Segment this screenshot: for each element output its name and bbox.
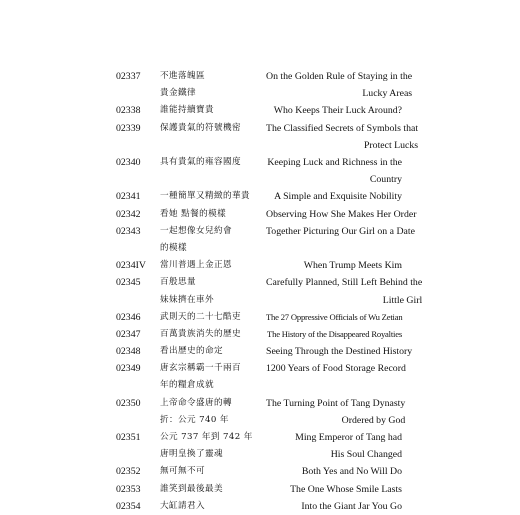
chinese-title xyxy=(160,188,266,205)
entry-number: 02354 xyxy=(116,500,141,512)
chinese-title xyxy=(160,206,266,223)
english-title xyxy=(266,498,402,515)
entry-number: 02346 xyxy=(116,311,141,323)
english-title-line: When Trump Meets Kim xyxy=(303,260,402,272)
chinese-title-line: 看她 點餐的模樣 xyxy=(160,208,227,219)
english-title xyxy=(266,309,402,326)
entry-row xyxy=(116,257,402,274)
english-title-line: Observing How She Makes Her Order xyxy=(266,208,417,220)
chinese-title-line: 一起想像女兒約會 xyxy=(160,225,232,236)
english-title-line: Country xyxy=(369,174,402,186)
chinese-title-line: 唐玄宗稱霸一千兩百 xyxy=(160,363,241,374)
entry-row xyxy=(116,309,402,326)
english-title-line: The 27 Oppressive Officials of Wu Zetian xyxy=(266,311,403,322)
entry-number: 02339 xyxy=(116,122,141,134)
english-title-line: The Classified Secrets of Symbols that xyxy=(266,122,419,134)
entry-row xyxy=(116,481,402,498)
english-title-line: Seeing Through the Destined History xyxy=(266,346,413,358)
english-title xyxy=(266,102,402,119)
chinese-title-line: 誰笑到最後最美 xyxy=(160,483,223,494)
chinese-title-line: 一種簡單又精緻的華貴 xyxy=(160,191,250,202)
entry-row xyxy=(116,343,413,360)
english-title-line: On the Golden Rule of Staying in the xyxy=(266,71,413,82)
chinese-title-line: 當川普遇上金正恩 xyxy=(160,260,232,271)
chinese-title-line: 具有貴氣的雍容國度 xyxy=(160,156,241,167)
english-title-line: Both Yes and No Will Do xyxy=(301,466,402,478)
entry-row xyxy=(116,463,402,480)
chinese-title-line: 貴金鐵律 xyxy=(160,88,196,99)
chinese-title xyxy=(160,463,266,480)
entry-row xyxy=(116,498,402,515)
entry-number: 02338 xyxy=(116,105,141,117)
entry-row xyxy=(116,223,415,257)
chinese-title xyxy=(160,274,266,308)
entry-number: 02340 xyxy=(116,156,141,168)
english-title-line: Keeping Luck and Richness in the xyxy=(267,156,402,168)
entry-number: 02349 xyxy=(116,363,141,375)
chinese-title xyxy=(160,68,266,102)
chinese-title-line xyxy=(160,171,266,188)
entry-number: 0234IV xyxy=(116,260,146,272)
english-title-line: Into the Giant Jar You Go xyxy=(301,500,402,512)
chinese-title xyxy=(160,429,266,463)
chinese-title-line: 唐明皇換了靈魂 xyxy=(160,449,223,460)
entry-row xyxy=(116,206,417,223)
english-title-line: His Soul Changed xyxy=(330,449,402,461)
english-title-line: The History of the Disappeared Royalties xyxy=(267,328,402,339)
english-title-line: Protect Lucks xyxy=(363,139,419,151)
english-title xyxy=(266,154,402,188)
entry-list xyxy=(116,68,423,515)
english-title-line xyxy=(266,240,415,257)
entry-row xyxy=(116,68,413,102)
entry-row xyxy=(116,274,423,308)
entry-row xyxy=(116,120,419,154)
english-title-line: Lucky Areas xyxy=(362,88,413,100)
entry-number: 02342 xyxy=(116,208,141,220)
entry-row xyxy=(116,102,402,119)
chinese-title-line: 不進落魄區 xyxy=(160,71,205,81)
english-title xyxy=(266,395,405,429)
english-title-line xyxy=(266,377,406,394)
chinese-title xyxy=(160,326,266,343)
english-title xyxy=(266,274,422,308)
english-title-line: A Simple and Exquisite Nobility xyxy=(274,191,402,203)
english-title xyxy=(266,257,402,274)
entry-number: 02345 xyxy=(116,277,141,289)
chinese-title xyxy=(160,481,266,498)
chinese-title-line xyxy=(160,137,266,154)
entry-number: 02347 xyxy=(116,328,141,340)
entry-row xyxy=(116,326,402,343)
chinese-title xyxy=(160,343,266,360)
english-title xyxy=(266,223,415,257)
chinese-title xyxy=(160,309,266,326)
entry-number: 02348 xyxy=(116,346,141,358)
chinese-title-line: 百萬貴族消失的歷史 xyxy=(160,328,241,339)
chinese-title xyxy=(160,257,266,274)
chinese-title xyxy=(160,102,266,119)
english-title-line: Ming Emperor of Tang had xyxy=(295,432,402,444)
chinese-title-line: 百般思量 xyxy=(160,277,196,288)
entry-number: 02353 xyxy=(116,483,141,495)
english-title xyxy=(266,360,406,394)
chinese-title xyxy=(160,360,266,394)
chinese-title-line: 年的糧倉成就 xyxy=(160,380,214,391)
chinese-title xyxy=(160,498,266,515)
english-title-line: Carefully Planned, Still Left Behind the xyxy=(266,277,423,289)
chinese-title-line: 保護貴氣的符號機密 xyxy=(160,122,241,133)
chinese-title-line: 大缸請君入 xyxy=(160,500,205,511)
english-title xyxy=(266,120,418,154)
english-title-line: Who Keeps Their Luck Around? xyxy=(273,105,402,117)
chinese-title-line: 誰能持續寶貴 xyxy=(160,105,214,116)
english-title-line: 1200 Years of Food Storage Record xyxy=(266,363,406,375)
english-title-line: Together Picturing Our Girl on a Date xyxy=(266,225,415,237)
english-title xyxy=(266,68,412,102)
chinese-title xyxy=(160,120,266,154)
english-title-line: Little Girl xyxy=(382,294,423,306)
english-title xyxy=(266,188,402,205)
english-title-line: The One Whose Smile Lasts xyxy=(290,483,402,495)
entry-number: 02352 xyxy=(116,466,141,478)
chinese-title-line: 折：公元 740 年 xyxy=(160,414,229,425)
entry-number: 02337 xyxy=(116,71,141,82)
english-title-line: Ordered by God xyxy=(341,414,406,426)
entry-number: 02350 xyxy=(116,397,141,409)
chinese-title-line: 妹妹擠在車外 xyxy=(160,294,214,305)
entry-row xyxy=(116,429,402,463)
chinese-title xyxy=(160,154,266,188)
chinese-title xyxy=(160,223,266,257)
chinese-title-line: 上帝命令盛唐的轉 xyxy=(160,397,232,408)
chinese-title-line: 看出歷史的命定 xyxy=(160,346,223,357)
entry-row xyxy=(116,154,402,188)
english-title xyxy=(266,206,416,223)
chinese-title-line: 公元 737 年到 742 年 xyxy=(160,432,253,443)
entry-row xyxy=(116,360,406,394)
english-title xyxy=(266,343,412,360)
entry-row xyxy=(116,395,406,429)
english-title-line: The Turning Point of Tang Dynasty xyxy=(266,397,406,409)
entry-number: 02341 xyxy=(116,191,141,203)
chinese-title-line: 的模樣 xyxy=(160,242,187,253)
english-title xyxy=(266,463,402,480)
english-title xyxy=(266,326,402,343)
entry-number: 02351 xyxy=(116,432,141,444)
english-title xyxy=(266,429,402,463)
entry-row xyxy=(116,188,402,205)
chinese-title-line: 武則天的二十七酷吏 xyxy=(160,311,241,322)
chinese-title xyxy=(160,395,266,429)
english-title xyxy=(266,481,402,498)
entry-number: 02343 xyxy=(116,225,141,237)
chinese-title-line: 無可無不可 xyxy=(160,466,205,477)
